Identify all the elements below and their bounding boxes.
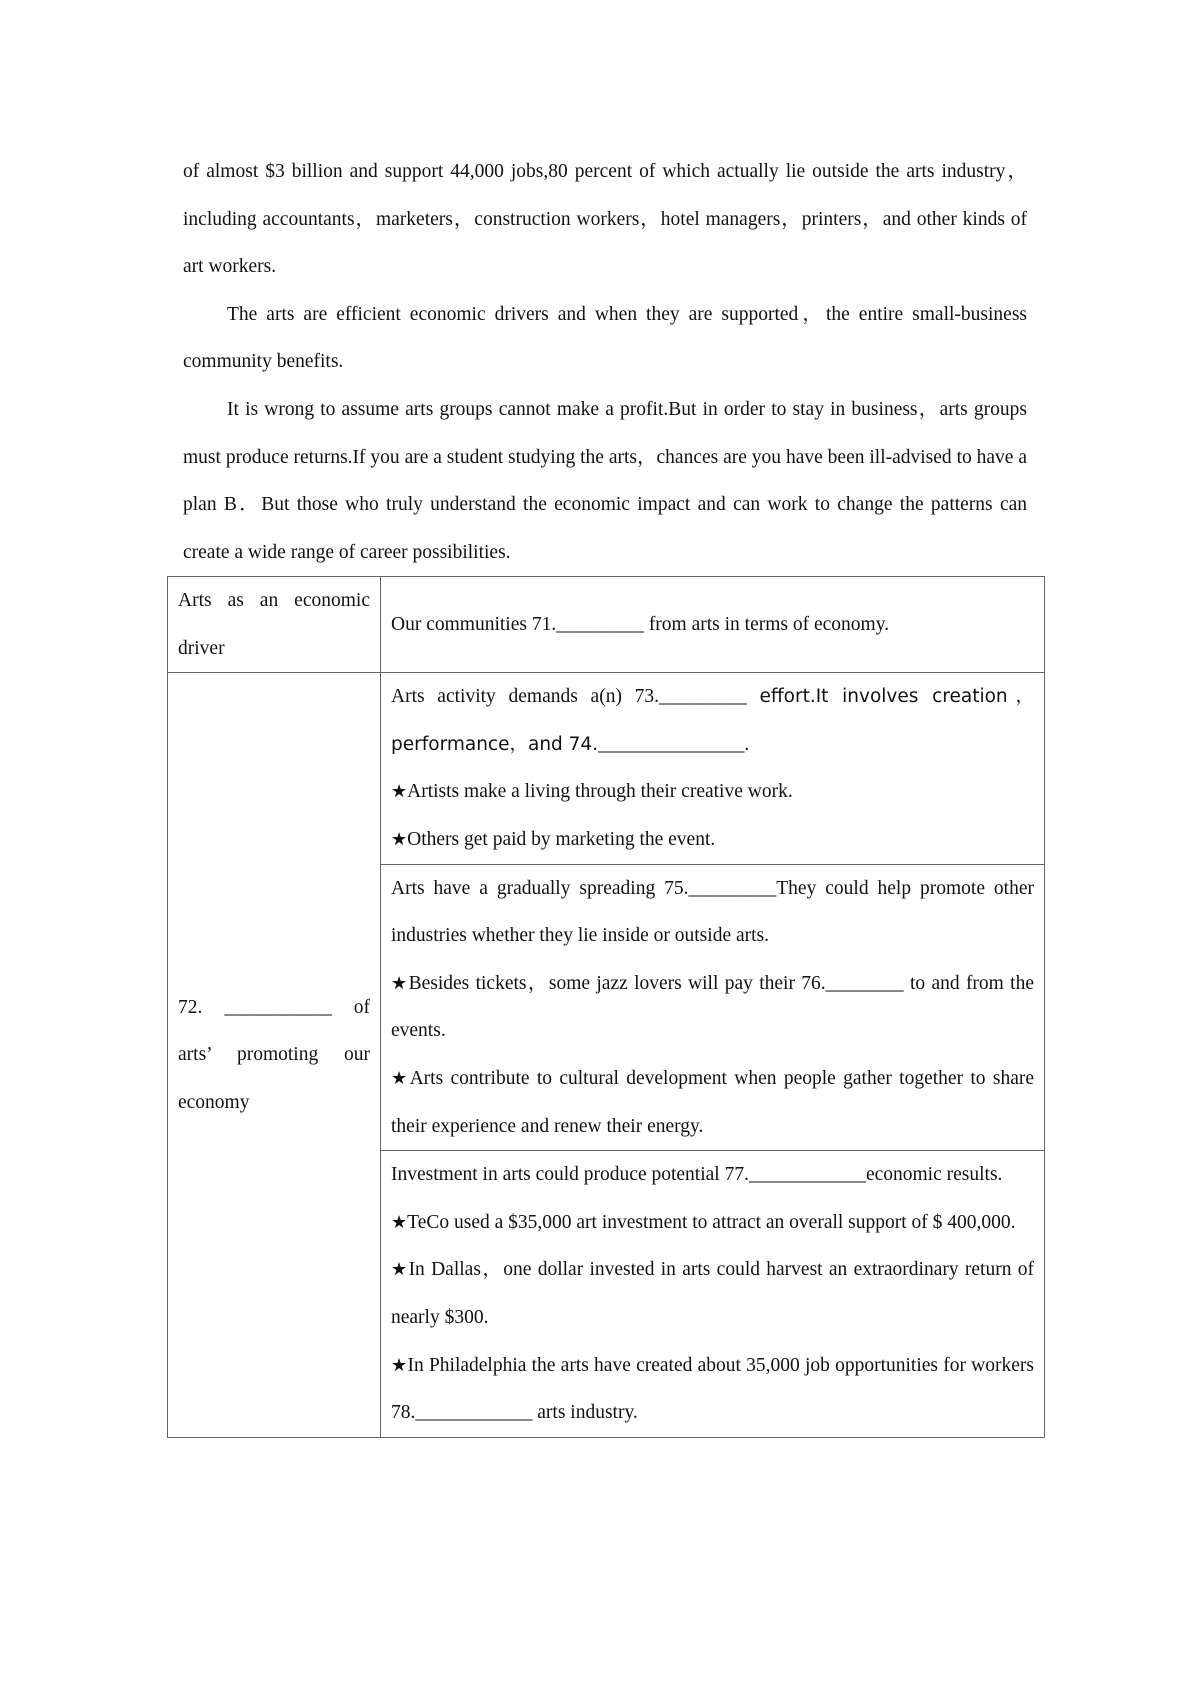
section-77-78 xyxy=(381,1151,1045,1438)
paragraph-2: The arts are efficient economic drivers and when they are supported，the entire small-business community benefits. xyxy=(183,303,1027,373)
table-row xyxy=(168,673,1045,864)
star-icon: ★ xyxy=(391,1259,409,1281)
bullet-item: ★Artists make a living through their creative work. xyxy=(391,781,793,803)
row-label-economic-driver: Arts as an economic driver xyxy=(168,577,381,673)
star-icon: ★ xyxy=(391,972,409,994)
star-icon: ★ xyxy=(391,1354,408,1376)
blank-74: _______________. xyxy=(598,733,750,755)
star-icon: ★ xyxy=(391,1067,410,1089)
lead-text-74: effort.It involves creation，performance，and 74. xyxy=(391,686,1034,755)
summary-table xyxy=(167,576,1045,1438)
bullet-item: ★Arts contribute to cultural development when people gather together to share their experience and renew their energy. xyxy=(391,1067,1035,1137)
paragraph-3: It is wrong to assume arts groups cannot make a profit.But in order to stay in business，arts groups must produce returns.If you are a student studying the arts，chances are you have been ill-advised to have a plan B．But those who truly understand the economic impact and can work to change the patterns can create a wide range of career possibilities. xyxy=(183,398,1027,563)
section-lead: Arts have a gradually spreading 75._________They could help promote other industries whether they lie inside or outside arts. xyxy=(391,877,1034,947)
table-row xyxy=(168,577,1045,673)
section-lead xyxy=(391,673,1034,768)
paragraph-1: of almost $3 billion and support 44,000 jobs,80 percent of which actually lie outside the arts industry，including accountants，marketers，construction workers，hotel managers，printers，and other kinds of art workers. xyxy=(183,161,1027,278)
section-lead: Investment in arts could produce potential 77.____________economic results. xyxy=(391,1164,1003,1186)
bullet-item: ★In Philadelphia the arts have created about 35,000 job opportunities for workers 78.____________ arts industry. xyxy=(391,1354,1034,1424)
row-label-72: 72. ___________ of arts’ promoting our economy xyxy=(168,673,381,1438)
star-icon: ★ xyxy=(391,781,408,803)
lead-text-73: Arts activity demands a(n) 73._________ xyxy=(391,686,760,708)
star-icon: ★ xyxy=(391,828,408,850)
bullet-item: ★In Dallas，one dollar invested in arts could harvest an extraordinary return of nearly $300. xyxy=(391,1259,1034,1328)
row-content-71: Our communities 71._________ from arts in terms of economy. xyxy=(381,577,1045,673)
passage xyxy=(183,148,1027,576)
bullet-item: ★Others get paid by marketing the event. xyxy=(391,828,716,850)
section-75-76 xyxy=(381,864,1045,1151)
star-icon: ★ xyxy=(391,1211,408,1233)
bullet-item: ★Besides tickets，some jazz lovers will pay their 76.________ to and from the events. xyxy=(391,972,1034,1042)
section-73-74 xyxy=(381,673,1045,864)
bullet-item: ★TeCo used a $35,000 art investment to attract an overall support of $ 400,000. xyxy=(391,1211,1016,1233)
